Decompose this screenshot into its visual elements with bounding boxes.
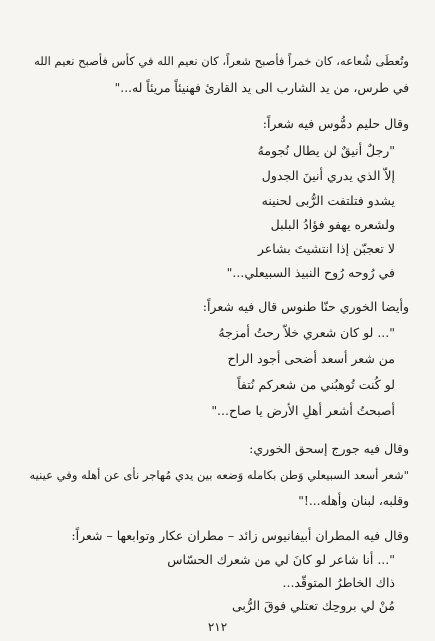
poem-line: "... أنا شاعر لو كانَ لي من شعرك الحسّاس [167,552,395,567]
poem-line: إلاّ الذي يدري أنينَ الجدول [261,168,395,183]
poem-line: في رُوحه رُوح النبيذ السبيعلي..." [226,265,395,280]
poem-line: يشدو فتلتفت الرُّبى لحنينه [261,193,395,208]
poem-line: لو كُنت تُوهبُني من شعركم نُتفاً [237,377,395,392]
attribution-line: وقال حليم دمُّوس فيه شعراً: [262,116,409,131]
poem-line: ذاك الخاطرُ المتوقّد... [282,575,395,590]
poem-line: من شعر أسعد أضحى أجود الراح [227,351,395,366]
paragraph-line: في طرس، من يد الشارب الى يد القارئ فهنيئاً مريئاً له..." [114,81,409,95]
poem-line: ولشعره يهفو فؤادُ البلبل [270,217,395,232]
paragraph-line: وقلبه، لبنان وأهله...!" [298,494,409,508]
poem-line: "رجلٌ أنيقٌ لن يطال نُجومهُ [257,143,395,158]
poem-line: أصبحتُ أشعر أهلِ الأرض يا صاح..." [211,403,395,418]
poem-line: "... لو كان شعري خلاّ رحتُ أمزجهُ [218,325,395,340]
poem-line: مُنْ لي بروحِك تعتلي فوقَ الرُّبى [231,598,395,613]
attribution-line: وقال فيه جورج إسحق الخوري: [249,441,409,456]
attribution-line: وقال فيه المطران أبيفانيوس زائد – مطران عكار وتوابعها – شعراً: [71,528,409,543]
poem-line: لا تعجبّن إذا انتشيتَ بشاعر [257,241,395,256]
attribution-line: وأيضا الخوري حنّا طنوس قال فيه شعراً: [202,299,409,314]
paragraph-line: "شعر أسعد السبيعلي وَطن بكامله وَضعه بين يدي مُهاجر نأى عن أهله وفي عينيه [29,468,409,482]
page-number: ٢١٢ [207,620,228,634]
paragraph-line: وتُعطَى شُعاعه، كان خمراً فأصبح شعراً، كان نعيم الله في كأس فأصبح نعيم الله [34,54,409,68]
